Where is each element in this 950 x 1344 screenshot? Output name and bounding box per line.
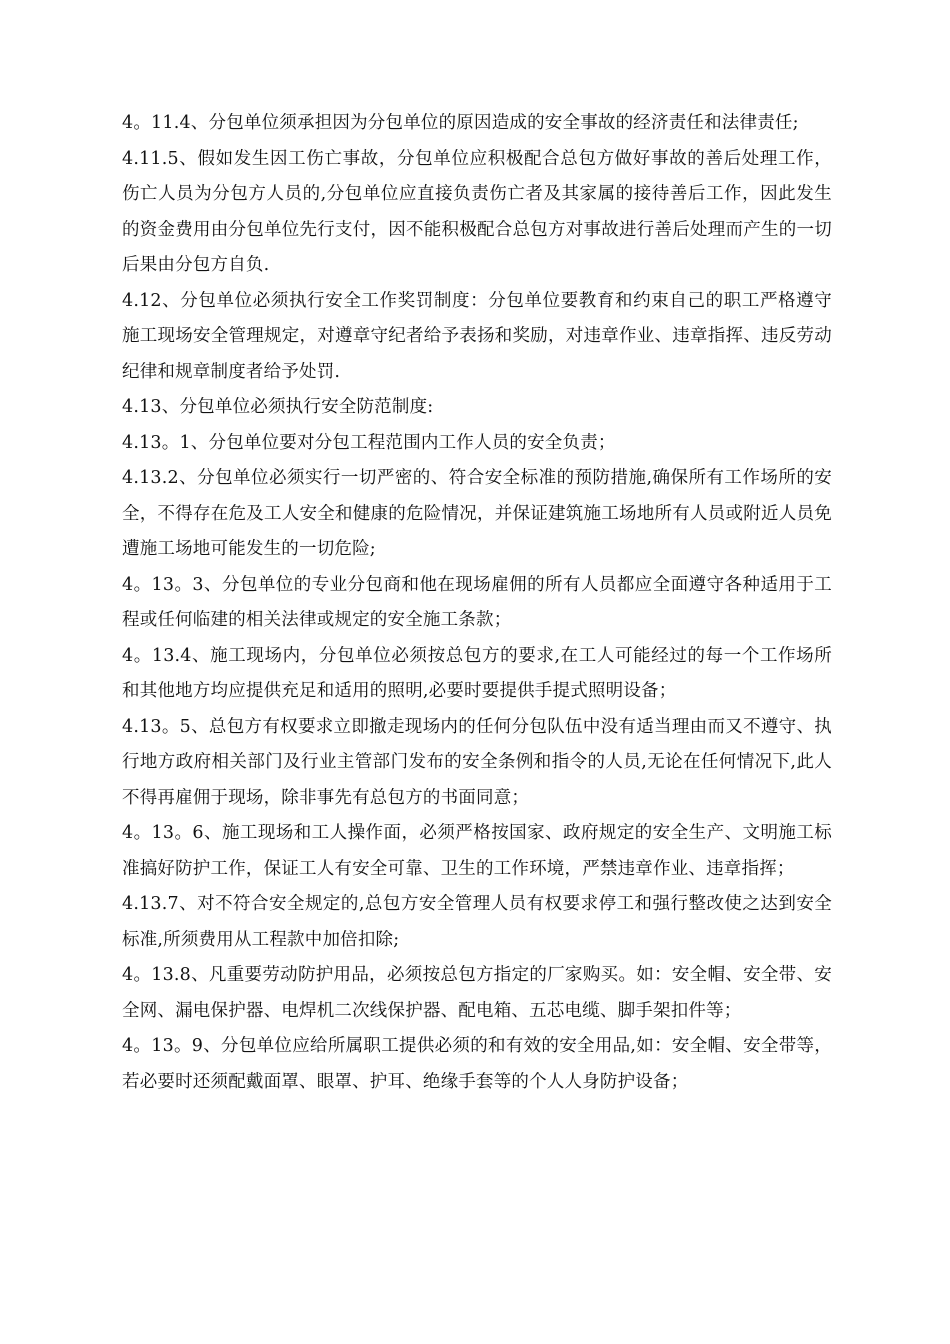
clause-4-12: 4.12、分包单位必须执行安全工作奖罚制度：分包单位要教育和约束自己的职工严格遵守施工现场安全管理规定，对遵章守纪者给予表扬和奖励，对违章作业、违章指挥、违反劳动纪律和规章制度者给予处罚. bbox=[122, 290, 832, 382]
clause-4-11-4: 4。11.4、分包单位须承担因为分包单位的原因造成的安全事故的经济责任和法律责任; bbox=[122, 113, 799, 133]
clause-4-13: 4.13、分包单位必须执行安全防范制度: bbox=[122, 397, 434, 417]
clause-4-13-8: 4。13.8、凡重要劳动防护用品，必须按总包方指定的厂家购买。如：安全帽、安全带、安全网、漏电保护器、电焊机二次线保护器、配电箱、五芯电缆、脚手架扣件等； bbox=[122, 965, 832, 1021]
clause-4-13-3: 4。13。3、分包单位的专业分包商和他在现场雇佣的所有人员都应全面遵守各种适用于工程或任何临建的相关法律或规定的安全施工条款； bbox=[122, 574, 832, 630]
clause-4-13-9: 4。13。9、分包单位应给所属职工提供必须的和有效的安全用品,如：安全帽、安全带等，若必要时还须配戴面罩、眼罩、护耳、绝缘手套等的个人人身防护设备； bbox=[122, 1036, 832, 1092]
clause-4-13-5: 4.13。5、总包方有权要求立即撤走现场内的任何分包队伍中没有适当理由而又不遵守、执行地方政府相关部门及行业主管部门发布的安全条例和指令的人员,无论在任何情况下,此人不得再雇佣于现场，除非事先有总包方的书面同意； bbox=[122, 716, 832, 808]
clause-4-13-4: 4。13.4、施工现场内，分包单位必须按总包方的要求,在工人可能经过的每一个工作场所和其他地方均应提供充足和适用的照明,必要时要提供手提式照明设备； bbox=[122, 645, 832, 701]
clause-4-13-7: 4.13.7、对不符合安全规定的,总包方安全管理人员有权要求停工和强行整改使之达到安全标准,所须费用从工程款中加倍扣除; bbox=[122, 894, 832, 950]
clause-4-11-5: 4.11.5、假如发生因工伤亡事故，分包单位应积极配合总包方做好事故的善后处理工作，伤亡人员为分包方人员的,分包单位应直接负责伤亡者及其家属的接待善后工作，因此发生的资金费用由分包单位先行支付，因不能积极配合总包方对事故进行善后处理而产生的一切后果由分包方自负. bbox=[122, 148, 832, 275]
clause-4-13-6: 4。13。6、施工现场和工人操作面，必须严格按国家、政府规定的安全生产、文明施工标准搞好防护工作，保证工人有安全可靠、卫生的工作环境，严禁违章作业、违章指挥； bbox=[122, 823, 832, 879]
clause-4-13-2: 4.13.2、分包单位必须实行一切严密的、符合安全标准的预防措施,确保所有工作场所的安全，不得存在危及工人安全和健康的危险情况，并保证建筑施工场地所有人员或附近人员免遭施工场地可能发生的一切危险; bbox=[122, 468, 832, 559]
document-body bbox=[122, 106, 832, 1100]
clause-4-13-1: 4.13。1、分包单位要对分包工程范围内工作人员的安全负责； bbox=[122, 432, 616, 453]
